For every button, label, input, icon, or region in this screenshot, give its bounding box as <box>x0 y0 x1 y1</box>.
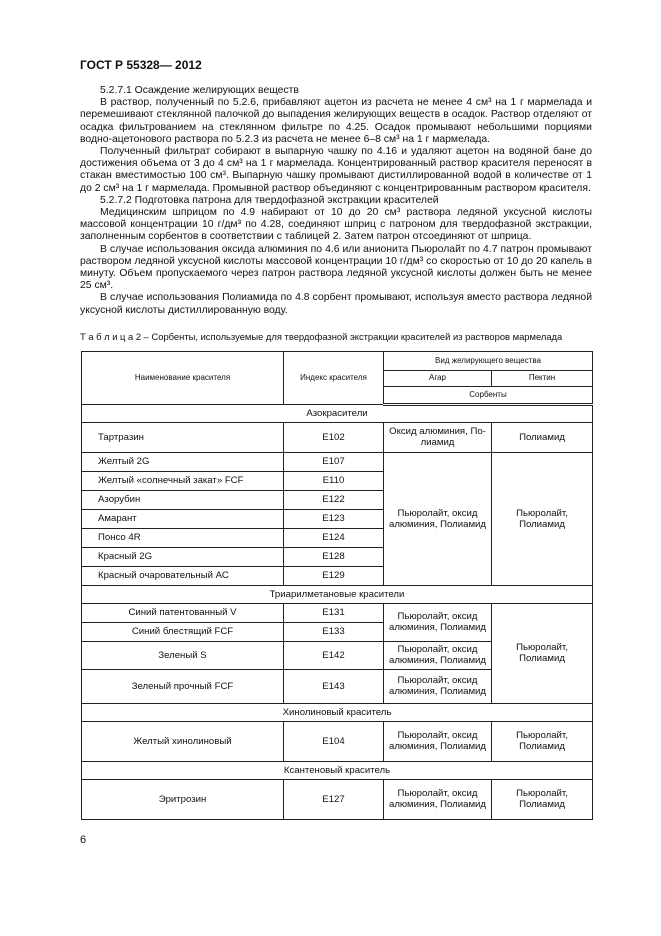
dye-index: E143 <box>284 669 384 703</box>
dye-index: E110 <box>284 471 384 490</box>
dye-name: Синий блестящий FCF <box>82 622 284 641</box>
agar-sorbent: Оксид алюминия, По-лиамид <box>384 422 492 452</box>
group-row: Азокрасители <box>82 404 593 422</box>
sorbents-table <box>81 351 593 820</box>
dye-index: E104 <box>284 721 384 761</box>
dye-name: Синий патентованный V <box>82 603 284 622</box>
pectin-sorbent: Пьюролайт, Полиамид <box>492 779 593 819</box>
group-row: Триарилметановые красители <box>82 585 593 603</box>
dye-index: E107 <box>284 452 384 471</box>
page-number: 6 <box>80 833 87 846</box>
body-text <box>80 85 592 317</box>
dye-index: E124 <box>284 528 384 547</box>
dye-name: Зеленый S <box>82 641 284 669</box>
dye-index: E127 <box>284 779 384 819</box>
dye-index: E122 <box>284 490 384 509</box>
paragraph: В раствор, полученный по 5.2.6, прибавляют ацетон из расчета не менее 4 см³ на 1 г мармелада и перемешивают стеклянной палочкой до выпадения желирующих веществ в осадок. Раствор отделяют от осадка фильтрованием на стеклянном фильтре по 4.25. Осадок промывают небольшими порциями водно-ацетонового раствора по 5.2.3 из расчета не менее 6–8 см³ на 1 г мармелада. <box>80 97 592 145</box>
header-index: Индекс красителя <box>284 351 384 404</box>
paragraph: 5.2.7.2 Подготовка патрона для твердофазной экстракции красителей <box>100 194 439 206</box>
paragraph: В случае использования Полиамида по 4.8 сорбент промывают, используя вместо раствора ледяной уксусной кислоты дистиллированную воду. <box>80 292 592 316</box>
dye-index: E133 <box>284 622 384 641</box>
pectin-sorbent: Полиамид <box>492 422 593 452</box>
dye-name: Азорубин <box>82 490 284 509</box>
dye-name: Зеленый прочный FCF <box>82 669 284 703</box>
header-name: Наименование красителя <box>82 351 284 404</box>
paragraph: Медицинским шприцом по 4.9 набирают от 10 до 20 см³ раствора ледяной уксусной кислоты массовой концентрации 10 г/дм³ по 4.28, соединяют шприц с патроном для твердофазной экстракции, заполненным сорбентов в соответствии с таблицей 2. Затем патрон отсоединяют от шприца. <box>80 207 592 243</box>
group-row: Хинолиновый краситель <box>82 703 593 721</box>
agar-sorbent: Пьюролайт, оксид алюминия, Полиамид <box>384 603 492 641</box>
dye-name: Красный 2G <box>82 547 284 566</box>
agar-sorbent: Пьюролайт, оксид алюминия, Полиамид <box>384 669 492 703</box>
header-type: Вид желирующего вещества <box>384 351 593 370</box>
pectin-sorbent: Пьюролайт, Полиамид <box>492 721 593 761</box>
dye-name: Тартразин <box>82 422 284 452</box>
dye-name: Желтый 2G <box>82 452 284 471</box>
header-pectin: Пектин <box>492 370 593 386</box>
dye-name: Желтый хинолиновый <box>82 721 284 761</box>
group-row: Ксантеновый краситель <box>82 761 593 779</box>
dye-index: E129 <box>284 566 384 585</box>
dye-name: Амарант <box>82 509 284 528</box>
dye-index: E131 <box>284 603 384 622</box>
header-agar: Агар <box>384 370 492 386</box>
table-caption: Т а б л и ц а 2 – Сорбенты, используемые для твердофазной экстракции красителей из растворов мармелада <box>80 330 563 342</box>
paragraph: 5.2.7.1 Осаждение желирующих веществ <box>100 85 299 96</box>
paragraph: В случае использования оксида алюминия по 4.6 или анионита Пьюролайт по 4.7 патрон промывают раствором ледяной уксусной кислоты массовой концентрации 10 г/дм³ со скоростью от 10 до 20 капель в минуту. Объем пропускаемого через патрон раствора ледяной уксусной кислоты должен быть не менее 25 см³. <box>80 243 592 292</box>
dye-name: Желтый «солнечный закат» FCF <box>82 471 284 490</box>
paragraph: Полученный фильтрат собирают в выпарную чашку по 4.16 и удаляют ацетон на водяной бане до достижения объема от 3 до 4 см³ на 1 г мармелада. Концентрированный раствор красителя переносят в стакан вместимостью 100 см³. Выпарную чашку промывают дистиллированной водой в количестве от 1 до 2 см³ на 1 г мармелада. Промывной раствор объединяют с концентрированным раствором красителя. <box>80 146 592 194</box>
dye-index: E102 <box>284 422 384 452</box>
agar-sorbent: Пьюролайт, оксид алюминия, Полиамид <box>384 452 492 585</box>
agar-sorbent: Пьюролайт, оксид алюминия, Полиамид <box>384 779 492 819</box>
pectin-sorbent: Пьюролайт, Полиамид <box>492 452 593 585</box>
pectin-sorbent: Пьюролайт, Полиамид <box>492 603 593 703</box>
agar-sorbent: Пьюролайт, оксид алюминия, Полиамид <box>384 641 492 669</box>
document-header: ГОСТ Р 55328— 2012 <box>80 58 202 72</box>
dye-index: E142 <box>284 641 384 669</box>
dye-name: Эритрозин <box>82 779 284 819</box>
dye-index: E123 <box>284 509 384 528</box>
header-sorbents: Сорбенты <box>384 386 593 404</box>
dye-name: Понсо 4R <box>82 528 284 547</box>
dye-index: E128 <box>284 547 384 566</box>
dye-name: Красный очаровательный АС <box>82 566 284 585</box>
agar-sorbent: Пьюролайт, оксид алюминия, Полиамид <box>384 721 492 761</box>
